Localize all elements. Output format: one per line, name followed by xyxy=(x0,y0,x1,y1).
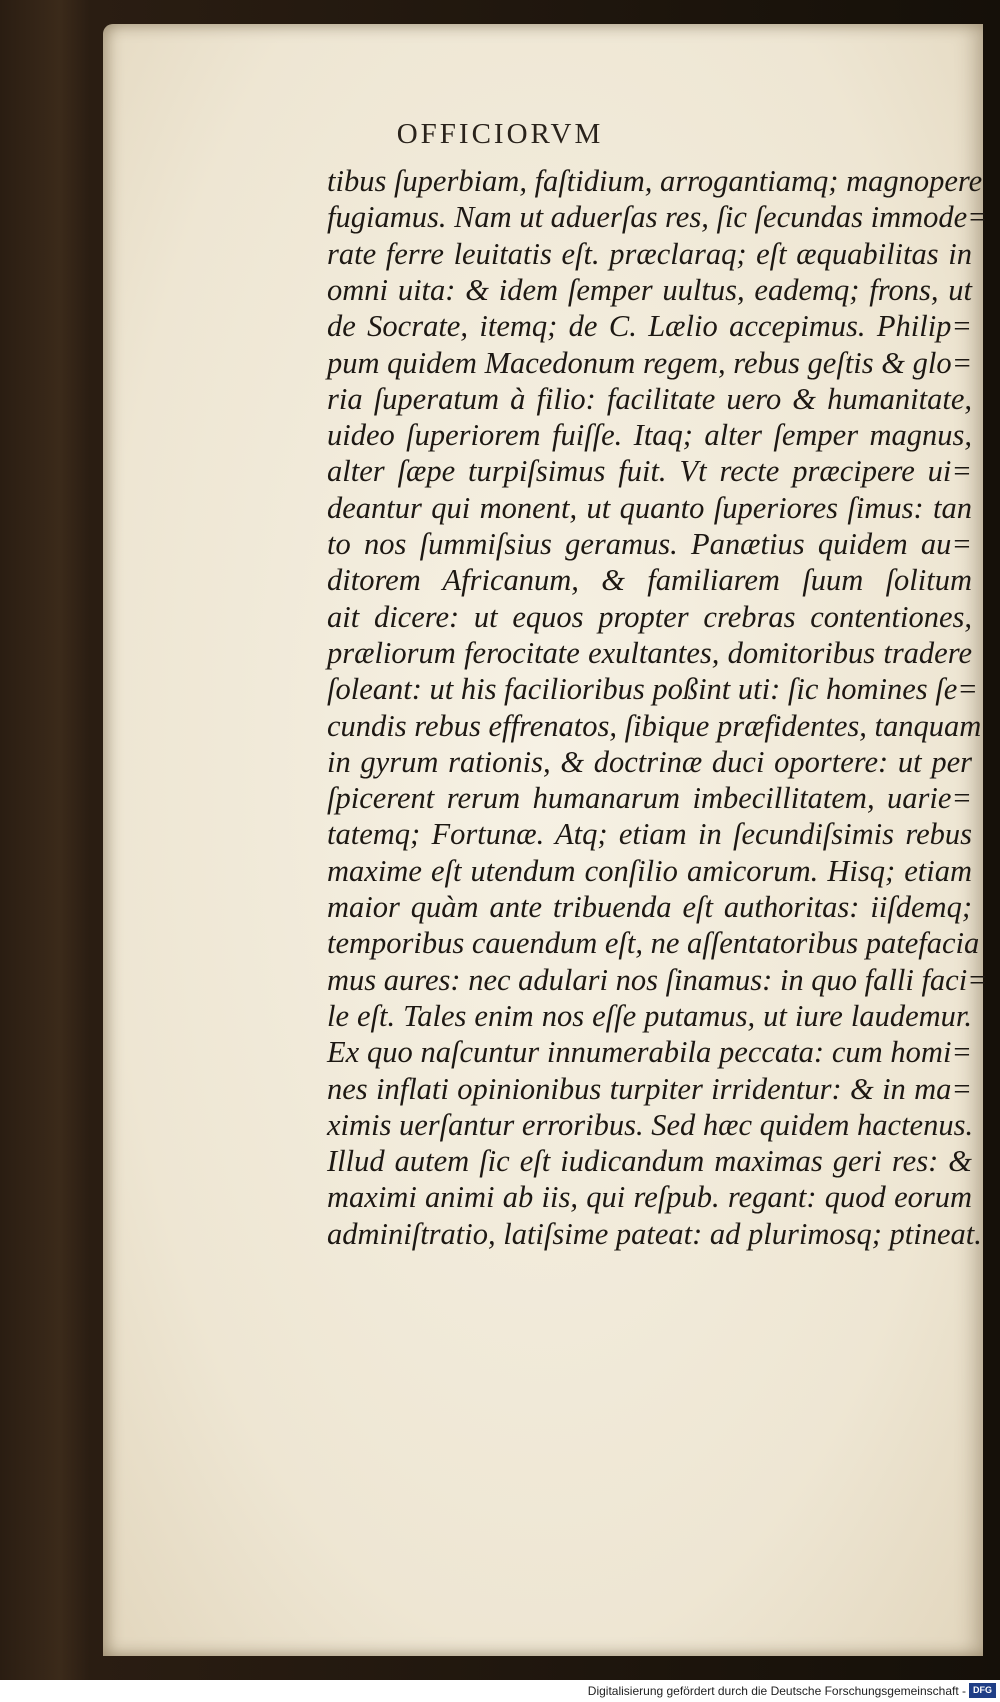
text-line: to nos ſummiſsius geramus. Panætius quidem au= xyxy=(327,527,972,561)
text-line: in gyrum rationis, & doctrinæ duci oportere: ut per xyxy=(327,744,972,779)
text-line: adminiſtratio, latiſsime pateat: ad plurimosq; ptineat. xyxy=(327,1216,982,1251)
text-line: fugiamus. Nam ut aduerſas res, ſic ſecundas immode= xyxy=(327,200,988,235)
footer-bar xyxy=(0,1680,1000,1702)
text-line: nes inflati opinionibus turpiter irridentur: & in ma= xyxy=(327,1071,972,1106)
dfg-logo: DFG xyxy=(969,1683,996,1698)
text-line: temporibus cauendum eſt, ne aſſentatoribus patefacia xyxy=(327,926,980,961)
text-line: ait dicere: ut equos propter crebras contentiones, xyxy=(327,599,972,634)
text-line: de Socrate, itemq; de C. Lælio accepimus. Philip= xyxy=(327,309,972,344)
text-line: alter ſæpe turpiſsimus fuit. Vt recte præcipere ui= xyxy=(327,454,972,489)
text-line: ſpicerent rerum humanarum imbecillitatem, uarie= xyxy=(327,781,972,816)
text-line: ditorem Africanum, & familiarem ſuum ſolitum xyxy=(327,563,972,598)
text-line: ſoleant: ut his facilioribus poßint uti: ſic homines ſe= xyxy=(327,672,978,707)
text-line: ximis uerſantur erroribus. Sed hæc quidem hactenus. xyxy=(327,1107,974,1142)
text-line: Ex quo naſcuntur innumerabila peccata: cum homi= xyxy=(327,1035,972,1070)
running-header: OFFICIORVM xyxy=(396,118,604,150)
text-line: ria ſuperatum à filio: facilitate uero & humanitate, xyxy=(327,381,972,416)
text-line: mus aures: nec adulari nos ſinamus: in quo falli faci= xyxy=(327,962,988,997)
text-line: rate ferre leuitatis eſt. præclaraq; eſt æquabilitas in xyxy=(327,236,972,271)
text-line: maior quàm ante tribuenda eſt authoritas: iiſdemq; xyxy=(327,890,972,924)
text-line: cundis rebus effrenatos, ſibique præfidentes, tanquam xyxy=(327,708,982,743)
text-line: maximi animi ab iis, qui reſpub. regant: quod eorum xyxy=(327,1180,972,1215)
text-line: tibus ſuperbiam, faſtidium, arrogantiamq; magnopere xyxy=(327,164,983,198)
text-line: omni uita: & idem ſemper uultus, eademq; frons, ut xyxy=(327,272,972,307)
funding-notice: Digitalisierung gefördert durch die Deutsche Forschungsgemeinschaft - xyxy=(587,1684,966,1698)
text-line: præliorum ferocitate exultantes, domitoribus tradere xyxy=(327,635,972,670)
text-line: uideo ſuperiorem fuiſſe. Itaq; alter ſemper magnus, xyxy=(327,418,972,453)
text-line: tatemq; Fortunæ. Atq; etiam in ſecundiſsimis rebus xyxy=(327,817,972,852)
text-line: le eſt. Tales enim nos eſſe putamus, ut iure laudemur. xyxy=(327,998,972,1033)
text-line: deantur qui monent, ut quanto ſuperiores ſimus: tan xyxy=(327,490,972,525)
text-line: pum quidem Macedonum regem, rebus geſtis & glo= xyxy=(327,345,973,380)
text-line: maxime eſt utendum conſilio amicorum. Hisq; etiam xyxy=(327,853,972,888)
text-line: Illud autem ſic eſt iudicandum maximas geri res: & xyxy=(327,1144,972,1179)
